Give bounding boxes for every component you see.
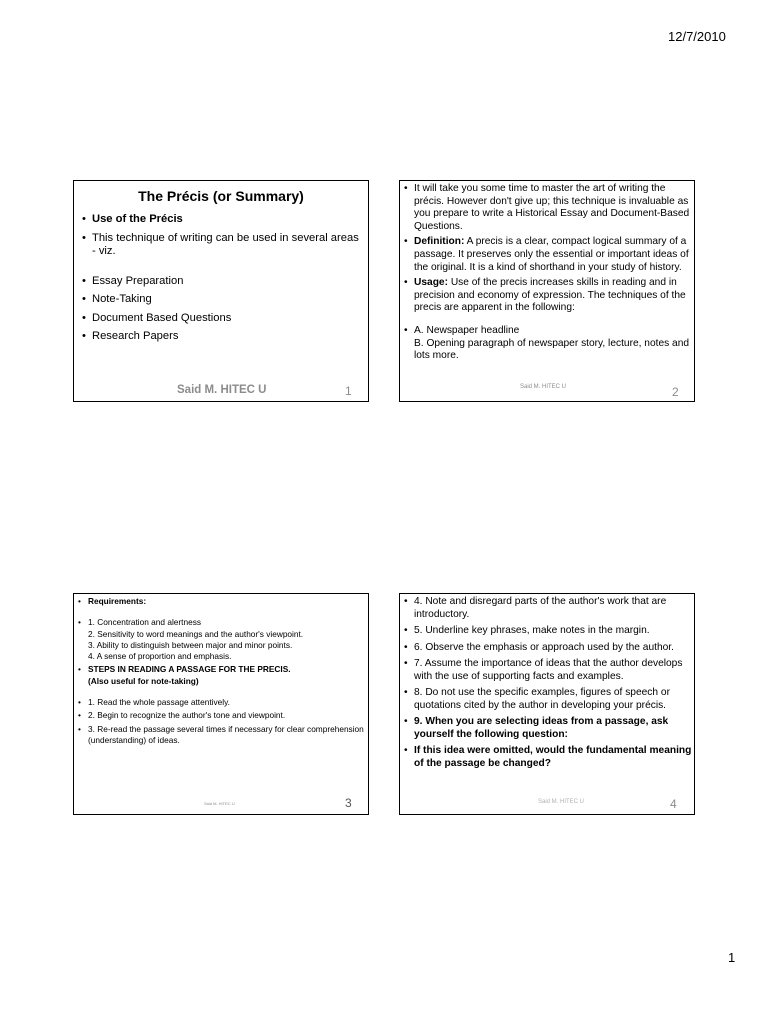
bullet-item: • 1. Read the whole passage attentively. xyxy=(76,697,366,708)
bullet-item: • This technique of writing can be used in several areas - viz. xyxy=(80,232,362,259)
slide-title: The Précis (or Summary) xyxy=(138,188,304,204)
bullet-item: • 5. Underline key phrases, make notes in the margin. xyxy=(402,625,692,638)
bullet-item: • Document Based Questions xyxy=(80,312,362,326)
slide-footer: Said M. HITEC U xyxy=(538,799,585,805)
slide-footer: Said M. HITEC U xyxy=(177,384,267,396)
bullet-item: • Definition: A precis is a clear, compact logical summary of a passage. It preserves only the essential or important ideas of the original. It is a kind of shorthand in your study of history. xyxy=(402,236,692,274)
bullet-item: • STEPS IN READING A PASSAGE FOR THE PRECIS. (Also useful for note-taking) xyxy=(76,664,366,687)
slide-1-bullets xyxy=(80,213,362,349)
bullet-item: • It will take you some time to master the art of writing the précis. However don't give up; this technique is invaluable as you prepare to write a Historical Essay and Document-Based Questions. xyxy=(402,183,692,233)
slide-4-bullets xyxy=(402,596,692,774)
page-number: 1 xyxy=(728,950,736,965)
slide-number: 4 xyxy=(670,797,677,811)
bullet-item: • Research Papers xyxy=(80,330,362,344)
slide-footer: Said M. HITEC U xyxy=(520,384,567,390)
bullet-item: • 6. Observe the emphasis or approach used by the author. xyxy=(402,642,692,655)
print-date: 12/7/2010 xyxy=(668,29,726,44)
slide-number: 3 xyxy=(345,796,352,810)
slide-2 xyxy=(399,180,695,402)
bullet-item: • 8. Do not use the specific examples, figures of speech or quotations cited by the author in developing your précis. xyxy=(402,687,692,712)
bullet-item: • Essay Preparation xyxy=(80,275,362,289)
bullet-item: • 4. Note and disregard parts of the author's work that are introductory. xyxy=(402,596,692,621)
bullet-item: • Note-Taking xyxy=(80,293,362,307)
bullet-item: • Usage: Use of the precis increases skills in reading and in precision and economy of expression. The techniques of the precis are apparent in the following: xyxy=(402,277,692,315)
slide-4 xyxy=(399,593,695,815)
slide-3-bullets xyxy=(76,596,366,748)
bullet-item: • 2. Begin to recognize the author's tone and viewpoint. xyxy=(76,710,366,721)
slide-number: 1 xyxy=(345,384,352,398)
slide-3 xyxy=(73,593,369,815)
bullet-item: • Requirements: xyxy=(76,596,366,607)
slide-footer: Said M. HITEC U xyxy=(204,801,235,806)
bullet-item: • A. Newspaper headline B. Opening paragraph of newspaper story, lecture, notes and lots more. xyxy=(402,325,692,363)
slide-2-bullets xyxy=(402,183,692,366)
slide-number: 2 xyxy=(672,385,679,399)
bullet-item: • 9. When you are selecting ideas from a passage, ask yourself the following question: xyxy=(402,716,692,741)
bullet-item: • 7. Assume the importance of ideas that the author develops with the use of supporting facts and examples. xyxy=(402,658,692,683)
slide-1 xyxy=(73,180,369,402)
bullet-item: • 3. Re-read the passage several times if necessary for clear comprehension (understanding) of ideas. xyxy=(76,724,366,747)
bullet-item: • Use of the Précis xyxy=(80,213,362,227)
bullet-item: • If this idea were omitted, would the fundamental meaning of the passage be changed? xyxy=(402,745,692,770)
bullet-item: • 1. Concentration and alertness 2. Sensitivity to word meanings and the author's viewpoint. 3. Ability to distinguish between major and minor points. 4. A sense of proportion and emphasis. xyxy=(76,617,366,662)
